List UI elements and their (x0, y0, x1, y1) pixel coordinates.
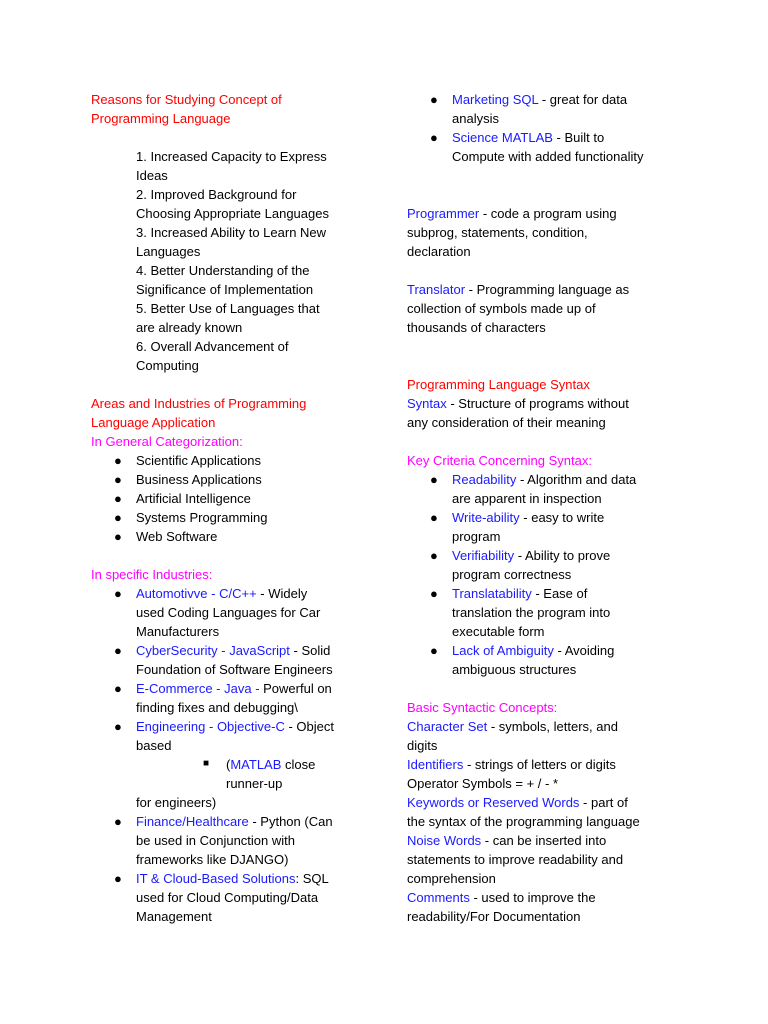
areas-heading-line-1: Areas and Industries of Programming (91, 396, 307, 411)
bullet-icon: ● (114, 529, 122, 544)
criteria-item-text: translation the program into (452, 605, 611, 620)
bullet-icon: ● (430, 586, 438, 601)
reason-line: Ideas (136, 168, 168, 183)
right-column (407, 90, 697, 926)
definition-text: thousands of characters (407, 320, 546, 335)
bullet-icon: ● (430, 548, 438, 563)
bullet-icon: ● (114, 719, 122, 734)
industry-item-engineering: ● Engineering - Objective-C - Object (114, 719, 334, 734)
industry-item-text: Manufacturers (136, 624, 220, 639)
reason-line: 1. Increased Capacity to Express (136, 149, 327, 164)
industry-item-automotive: ● Automotivve - C/C++ - Widely (114, 586, 308, 601)
industry-item-text: used Coding Languages for Car (136, 605, 321, 620)
criteria-item-readability: ● Readability - Algorithm and data (430, 472, 637, 487)
concept-text: statements to improve readability and (407, 852, 624, 867)
industry-item-text: Compute with added functionality (452, 149, 644, 164)
concept-comments: Comments - used to improve the (407, 890, 596, 905)
definition-text: subprog, statements, condition, (407, 225, 588, 240)
concept-text: digits (407, 738, 438, 753)
criteria-item-verifiability: ● Verifiability - Ability to prove (430, 548, 611, 563)
reasons-heading-line-2: Programming Language (91, 111, 231, 126)
criteria-item-translatability: ● Translatability - Ease of (430, 586, 588, 601)
industry-item-text: frameworks like DJANGO) (136, 852, 289, 867)
reason-line: 2. Improved Background for (136, 187, 297, 202)
sub-list-item-text: runner-up (226, 776, 283, 791)
industry-item-text: finding fixes and debugging\ (136, 700, 298, 715)
concept-noise-words: Noise Words - can be inserted into (407, 833, 607, 848)
concept-identifiers: Identifiers - strings of letters or digits (407, 757, 616, 772)
bullet-icon: ● (430, 510, 438, 525)
list-item: ● Scientific Applications (114, 453, 262, 468)
definition-text: collection of symbols made up of (407, 301, 596, 316)
criteria-item-text: ambiguous structures (452, 662, 577, 677)
criteria-item-ambiguity: ● Lack of Ambiguity - Avoiding (430, 643, 615, 658)
industry-item-ecommerce: ● E-Commerce - Java - Powerful on (114, 681, 332, 696)
criteria-item-writeability: ● Write-ability - easy to write (430, 510, 605, 525)
bullet-icon: ● (430, 643, 438, 658)
areas-heading-line-2: Language Application (91, 415, 216, 430)
square-bullet-icon: ■ (203, 758, 210, 769)
industry-item-text: analysis (452, 111, 499, 126)
key-criteria-heading: Key Criteria Concerning Syntax: (407, 453, 592, 468)
bullet-icon: ● (430, 92, 438, 107)
concept-text: the syntax of the programming language (407, 814, 640, 829)
industry-item-marketing: ● Marketing SQL - great for data (430, 92, 628, 107)
concept-text: comprehension (407, 871, 496, 886)
criteria-item-text: executable form (452, 624, 545, 639)
bullet-icon: ● (114, 491, 122, 506)
left-column (91, 90, 381, 926)
bullet-icon: ● (430, 472, 438, 487)
programmer-definition: Programmer - code a program using (407, 206, 617, 221)
industry-item-text: based (136, 738, 172, 753)
syntax-definition: Syntax - Structure of programs without (407, 396, 629, 411)
reason-line: Computing (136, 358, 199, 373)
reason-line: Languages (136, 244, 201, 259)
criteria-item-text: program correctness (452, 567, 572, 582)
concept-operator-symbols: Operator Symbols = + / - * (407, 776, 559, 791)
industry-item-text: Foundation of Software Engineers (136, 662, 333, 677)
sub-list-item-matlab: ■ (MATLAB close (91, 755, 381, 774)
concept-character-set: Character Set - symbols, letters, and (407, 719, 618, 734)
reason-line: 4. Better Understanding of the (136, 263, 310, 278)
bullet-icon: ● (114, 814, 122, 829)
concept-keywords: Keywords or Reserved Words - part of (407, 795, 628, 810)
criteria-item-text: are apparent in inspection (452, 491, 602, 506)
specific-industries-heading: In specific Industries: (91, 567, 213, 582)
bullet-icon: ● (114, 472, 122, 487)
reason-line: Choosing Appropriate Languages (136, 206, 329, 221)
bullet-icon: ● (114, 681, 122, 696)
concept-text: readability/For Documentation (407, 909, 581, 924)
definition-text: declaration (407, 244, 471, 259)
reason-line: 5. Better Use of Languages that (136, 301, 320, 316)
industry-item-science: ● Science MATLAB - Built to (430, 130, 605, 145)
list-item: ● Systems Programming (114, 510, 268, 525)
bullet-icon: ● (114, 586, 122, 601)
industry-item-text: used for Cloud Computing/Data (136, 890, 319, 905)
definition-text: any consideration of their meaning (407, 415, 606, 430)
industry-item-text: for engineers) (136, 795, 217, 810)
reasons-heading-line-1: Reasons for Studying Concept of (91, 92, 282, 107)
list-item: ● Web Software (114, 529, 218, 544)
general-categorization-heading: In General Categorization: (91, 434, 243, 449)
industry-item-it-cloud: ● IT & Cloud-Based Solutions: SQL (114, 871, 329, 886)
list-item: ● Business Applications (114, 472, 262, 487)
reason-line: are already known (136, 320, 243, 335)
criteria-item-text: program (452, 529, 501, 544)
reason-line: 6. Overall Advancement of (136, 339, 289, 354)
translator-definition: Translator - Programming language as (407, 282, 630, 297)
syntax-heading: Programming Language Syntax (407, 377, 590, 392)
industry-item-text: be used in Conjunction with (136, 833, 295, 848)
reason-line: 3. Increased Ability to Learn New (136, 225, 327, 240)
bullet-icon: ● (114, 510, 122, 525)
bullet-icon: ● (430, 130, 438, 145)
list-item: ● Artificial Intelligence (114, 491, 251, 506)
basic-concepts-heading: Basic Syntactic Concepts: (407, 700, 558, 715)
bullet-icon: ● (114, 871, 122, 886)
bullet-icon: ● (114, 453, 122, 468)
bullet-icon: ● (114, 643, 122, 658)
industry-item-cybersecurity: ● CyberSecurity - JavaScript - Solid (114, 643, 331, 658)
reason-line: Significance of Implementation (136, 282, 314, 297)
industry-item-finance: ● Finance/Healthcare - Python (Can (114, 814, 333, 829)
industry-item-text: Management (136, 909, 212, 924)
